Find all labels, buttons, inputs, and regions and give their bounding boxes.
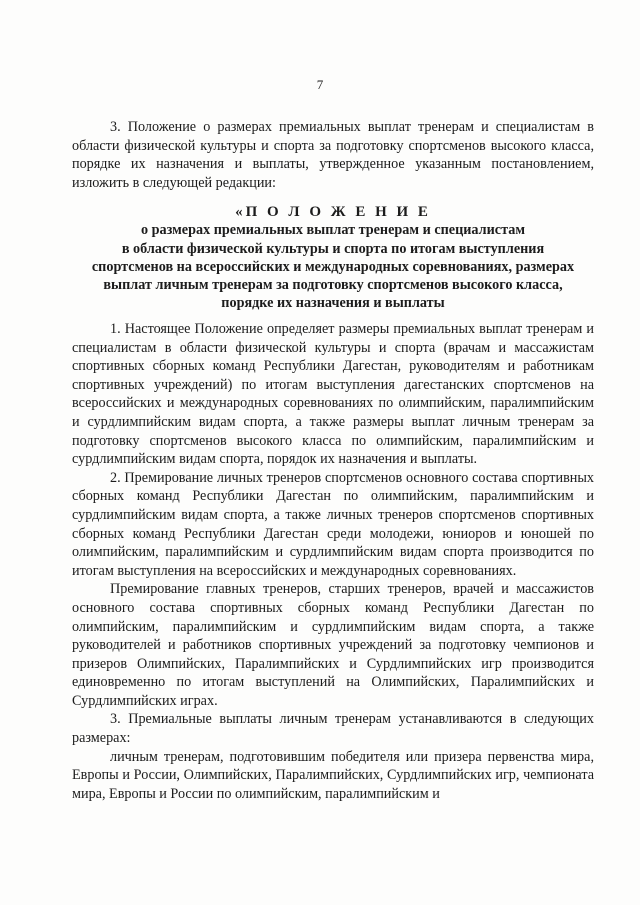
paragraph-5: личным тренерам, подготовившим победителя или призера первенства мира, Европы и России, Олимпийских, Паралимпийских, Сурдлимпийских игр, чемпионата мира, Европы и России по олимпийским, паралимпийским и [72,748,594,802]
title-line-5: порядке их назначения и выплаты [221,295,445,312]
document-body [72,320,594,803]
title-line-3: спортсменов на всероссийских и международных соревнованиях, размерах [91,258,575,275]
paragraph-1: 1. Настоящее Положение определяет размеры премиальных выплат тренерам и специалистам в области физической культуры и спорта (врачам и массажистам спортивных сборных команд Республики Дагестан, руководителям и работникам спортивных учреждений) по итогам выступления дагестанских спортсменов на всероссийских и международных соревнованиях по олимпийским, паралимпийским и сурдлимпийским видам спорта, а также размеры выплат личным тренерам за подготовку спортсменов высокого класса по олимпийским, паралимпийским и сурдлимпийским видам спорта, порядок их назначения и выплаты. [72,321,594,468]
title-line-4: выплат личным тренерам за подготовку спортсменов высокого класса, [103,277,563,294]
intro-paragraph [72,118,594,192]
title-line-2: в области физической культуры и спорта по итогам выступления [121,240,545,257]
title-main: «П О Л О Ж Е Н И Е [235,204,431,220]
title-line-1: о размерах премиальных выплат тренерам и специалистам [141,222,525,239]
paragraph-2: 2. Премирование личных тренеров спортсменов основного состава спортивных сборных команд Республики Дагестан по олимпийским, паралимпийским и сурдлимпийским видам спорта, а также личных тренеров спортсменов спортивных сборных команд Республики Дагестан среди молодежи, юниоров и юношей по олимпийским, паралимпийским и сурдлимпийским видам спорта производится по итогам выступления на всероссийских и международных соревнованиях. [72,469,594,579]
document-title [72,203,594,313]
paragraph-4: 3. Премиальные выплаты личным тренерам устанавливаются в следующих размерах: [72,711,594,747]
paragraph-3: Премирование главных тренеров, старших тренеров, врачей и массажистов основного состава спортивных сборных команд Республики Дагестан по олимпийским, паралимпийским и сурдлимпийским видам спорта, а также руководителей и работников спортивных учреждений за подготовку чемпионов и призеров Олимпийских, Паралимпийских и Сурдлимпийских игр производится единовременно по итогам выступлений на Олимпийских, Паралимпийских и Сурдлимпийских играх. [72,581,594,709]
page-number: 7 [316,77,324,92]
intro-text: 3. Положение о размерах премиальных выплат тренерам и специалистам в области физической культуры и спорта за подготовку спортсменов высокого класса, порядке их назначения и выплаты, утвержденное указанным постановлением, изложить в следующей редакции: [72,119,594,191]
